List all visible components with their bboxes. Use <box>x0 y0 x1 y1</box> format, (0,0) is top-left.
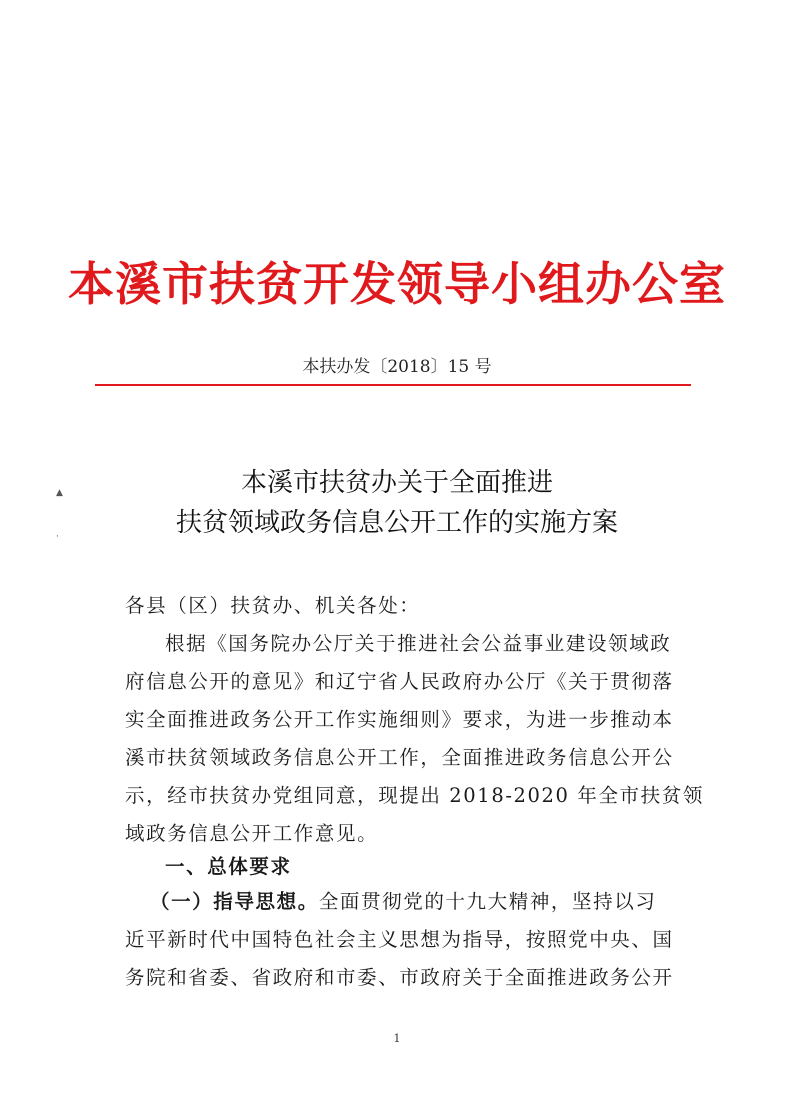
salutation: 各县（区）扶贫办、机关各处： <box>125 594 421 617</box>
page-number: 1 <box>393 1032 401 1045</box>
subsection-label: （一）指导思想。 <box>150 890 319 913</box>
paragraph-line: 实全面推进政务公开工作实施细则》要求，为进一步推动本 <box>125 708 674 731</box>
document-title-line-1: 本溪市扶贫办关于全面推进 <box>240 468 553 498</box>
paragraph-line: 府信息公开的意见》和辽宁省人民政府办公厅《关于贯彻落 <box>125 670 674 693</box>
document-title-line-2: 扶贫领域政务信息公开工作的实施方案 <box>175 508 618 538</box>
margin-mark: · <box>56 532 59 542</box>
issuing-organization-header: 本溪市扶贫开发领导小组办公室 <box>68 257 726 311</box>
paragraph-line: 务院和省委、省政府和市委、市政府关于全面推进政务公开 <box>125 966 674 989</box>
paragraph-line: 近平新时代中国特色社会主义思想为指导，按照党中央、国 <box>125 928 674 951</box>
paragraph-line: 示，经市扶贫办党组同意，现提出 2018-2020 年全市扶贫领 <box>125 784 704 807</box>
margin-mark: ▲ <box>56 488 63 498</box>
section-heading: 一、总体要求 <box>165 855 292 878</box>
subsection-line <box>150 886 656 914</box>
paragraph-line: 根据《国务院办公厅关于推进社会公益事业建设领域政 <box>165 632 672 655</box>
paragraph-line: 域政务信息公开工作意见。 <box>125 822 379 845</box>
paragraph-line: 溪市扶贫领域政务信息公开工作，全面推进政务信息公开公 <box>125 746 674 769</box>
document-number: 本扶办发〔2018〕15 号 <box>302 357 492 377</box>
red-separator-line <box>95 384 691 386</box>
subsection-text: 全面贯彻党的十九大精神，坚持以习 <box>318 890 657 913</box>
